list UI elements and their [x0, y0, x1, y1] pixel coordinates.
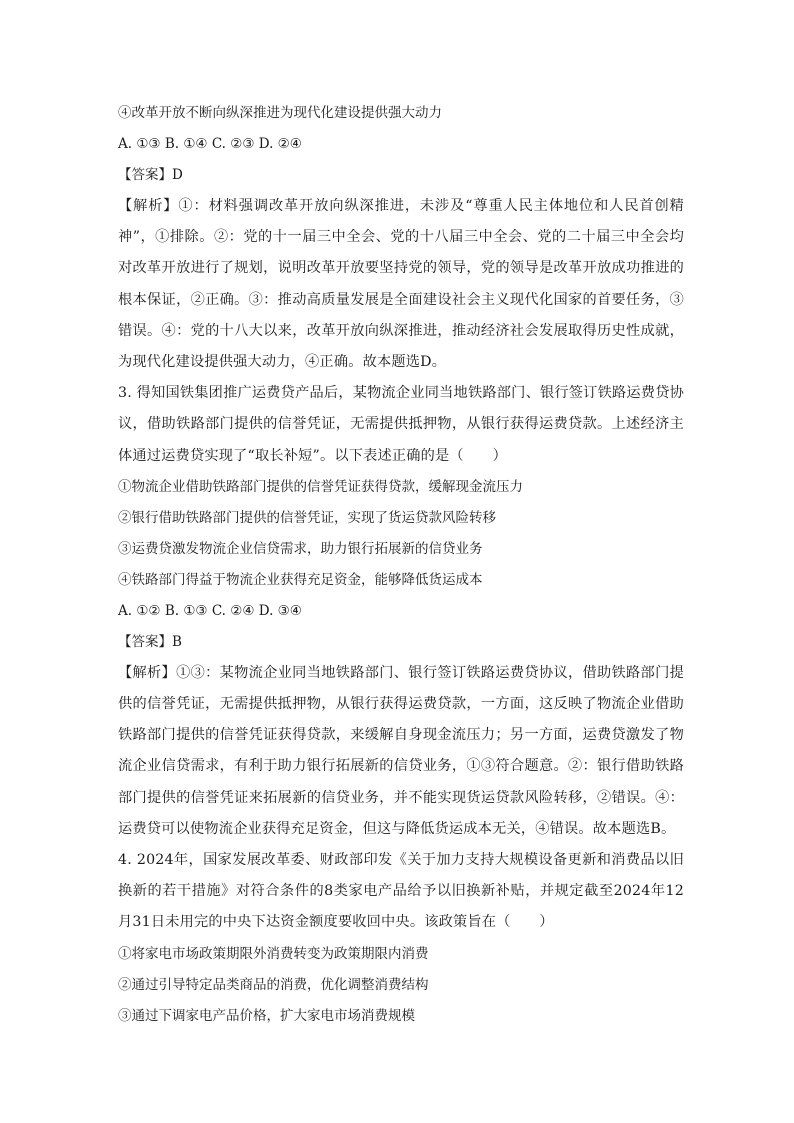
analysis-label: 【解析】	[118, 198, 179, 214]
q3-analysis	[118, 658, 684, 845]
q3-item-1: ①物流企业借助铁路部门提供的信誉凭证获得贷款，缓解现金流压力	[118, 478, 523, 495]
q2-answer	[118, 160, 684, 191]
answer-label: 【答案】	[118, 167, 172, 183]
q2-options: A. ①③ B. ①④ C. ②③ D. ②④	[118, 136, 302, 152]
document-page	[118, 98, 684, 1032]
answer-value: B	[172, 633, 182, 650]
answer-label: 【答案】	[118, 633, 172, 650]
q3-item-4: ④铁路部门得益于物流企业获得充足资金，能够降低货运成本	[118, 571, 483, 588]
q2-item-4: ④改革开放不断向纵深推进为现代化建设提供强大动力	[118, 105, 442, 121]
q4-item-2: ②通过引导特定品类商品的消费，优化调整消费结构	[118, 976, 429, 993]
q4-item-1: ①将家电市场政策期限外消费转变为政策期限内消费	[118, 945, 429, 962]
analysis-text: ①：材料强调改革开放向纵深推进，未涉及“尊重人民主体地位和人民首创精神”，①排除。②：党的十一届三中全会、党的十八届三中全会、党的二十届三中全会均对改革开放进行了规划，说明改革开放要坚持党的领导，党的领导是改革开放成功推进的根本保证，②正确。③：推动高质量发展是全面建设社会主义现代化国家的首要任务，③错误。④：党的十八大以来，改革开放向纵深推进，推动经济社会发展取得历史性成就，为现代化建设提供强大动力，④正确。故本题选D。	[118, 198, 684, 371]
analysis-text: ①③：某物流企业同当地铁路部门、银行签订铁路运费贷协议，借助铁路部门提供的信誉凭证，无需提供抵押物，从银行获得运费贷款，一方面，这反映了物流企业借助铁路部门提供的信誉凭证获得贷款，来缓解自身现金流压力；另一方面，运费贷激发了物流企业信贷需求，有利于助力银行拓展新的信贷业务，①③符合题意。②：银行借助铁路部门提供的信誉凭证来拓展新的信贷业务，并不能实现货运贷款风险转移，②错误。④：运费贷可以使物流企业获得充足资金，但这与降低货运成本无关，④错误。故本题选B。	[118, 664, 684, 837]
q4-stem: 4. 2024年，国家发展改革委、财政部印发《关于加力支持大规模设备更新和消费品以旧换新的若干措施》对符合条件的8类家电产品给予以旧换新补贴，并规定截至2024年12月31日未用完的中央下达资金额度要收回中央。该政策旨在（ ）	[118, 852, 684, 931]
answer-value: D	[172, 167, 183, 183]
analysis-label: 【解析】	[118, 664, 177, 681]
q4-item-3: ③通过下调家电产品价格，扩大家电市场消费规模	[118, 1007, 415, 1024]
q3-item-3: ③运费贷激发物流企业信贷需求，助力银行拓展新的信贷业务	[118, 540, 483, 557]
q3-answer	[118, 627, 684, 658]
q3-item-2: ②银行借助铁路部门提供的信誉凭证，实现了货运贷款风险转移	[118, 509, 496, 526]
q3-options: A. ①② B. ①③ C. ②④ D. ③④	[118, 602, 302, 619]
q2-analysis	[118, 191, 684, 378]
q3-stem: 3. 得知国铁集团推广运费贷产品后，某物流企业同当地铁路部门、银行签订铁路运费贷协议，借助铁路部门提供的信誉凭证，无需提供抵押物，从银行获得运费贷款。上述经济主体通过运费贷实现了“取长补短”。以下表述正确的是（ ）	[118, 385, 684, 464]
